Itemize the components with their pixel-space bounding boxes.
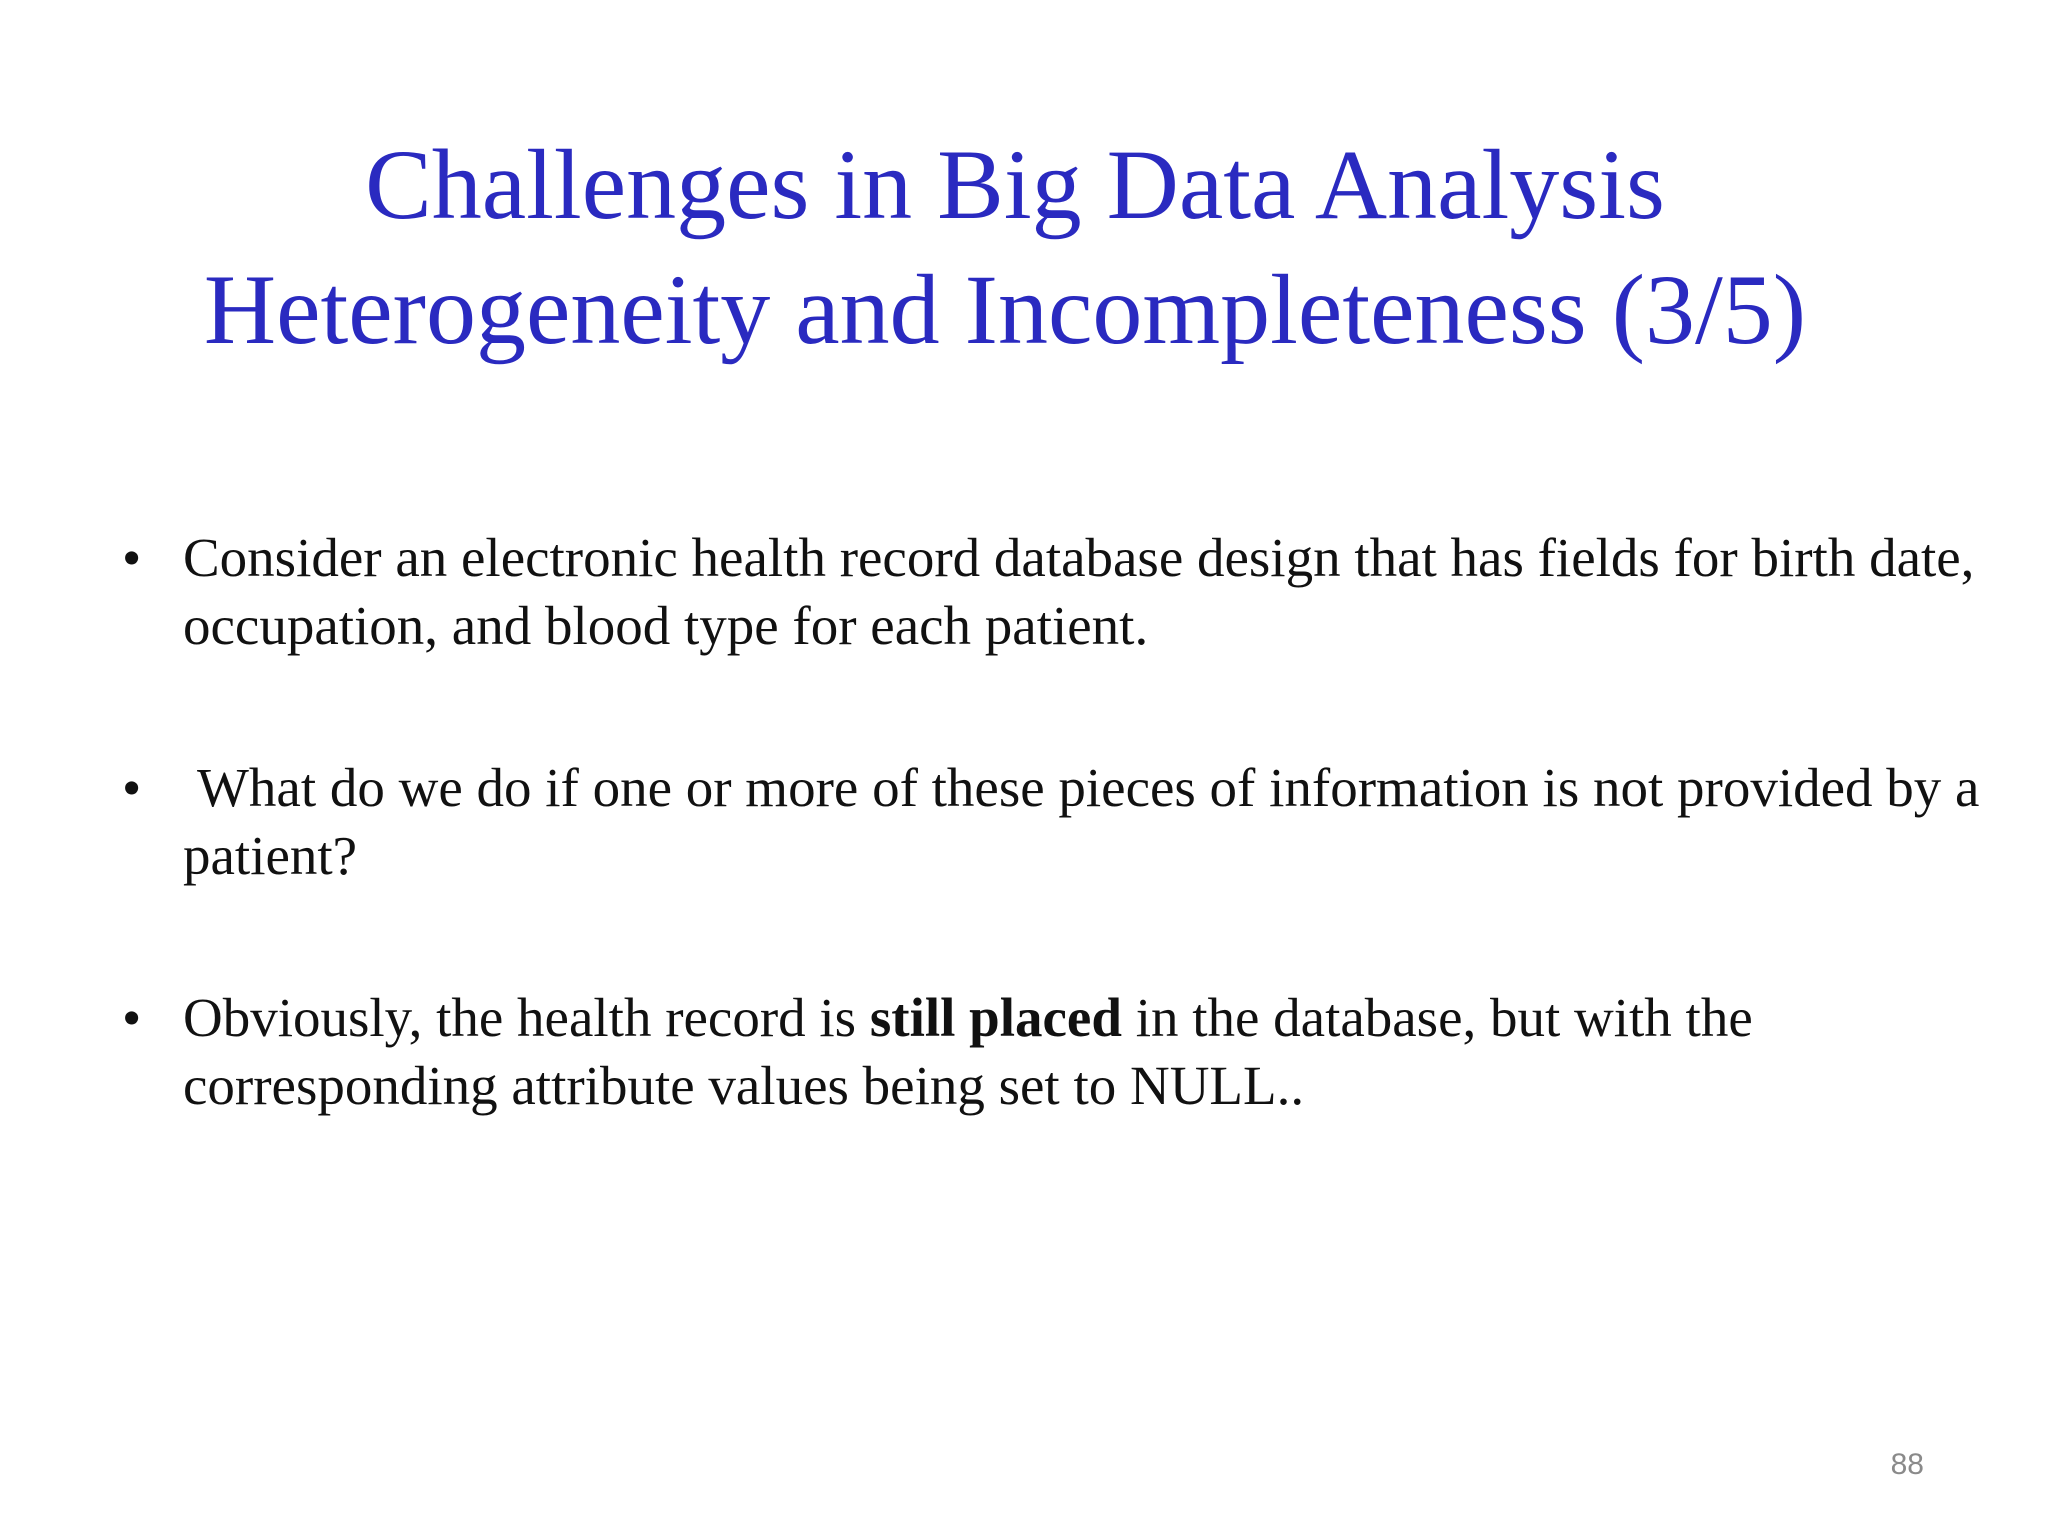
bullet-item [120, 524, 1980, 660]
bullet-dot-icon: • [122, 527, 142, 588]
bullet-text [183, 987, 1753, 1116]
bullet-text-before: Obviously, the health record is [183, 987, 870, 1048]
bullet-text-bold: still placed [869, 987, 1122, 1048]
title-line-1: Challenges in Big Data Analysis [365, 129, 1665, 240]
page-number: 88 [1890, 1448, 1924, 1481]
bullet-text-after: in the database, but with the corresponding attribute values being set to NULL.. [183, 987, 1753, 1116]
bullet-text: What do we do if one or more of these pieces of information is not provided by a patient? [183, 757, 1980, 886]
bullet-list [120, 524, 1980, 1214]
slide-title [0, 122, 2010, 372]
bullet-item [120, 984, 1980, 1120]
bullet-item [120, 754, 1980, 890]
title-line-2: Heterogeneity and Incompleteness (3/5) [203, 254, 1807, 365]
bullet-dot-icon: • [122, 757, 142, 818]
bullet-dot-icon: • [122, 987, 142, 1048]
bullet-text: Consider an electronic health record database design that has fields for birth date, occupation, and blood type for each patient. [183, 527, 1975, 656]
